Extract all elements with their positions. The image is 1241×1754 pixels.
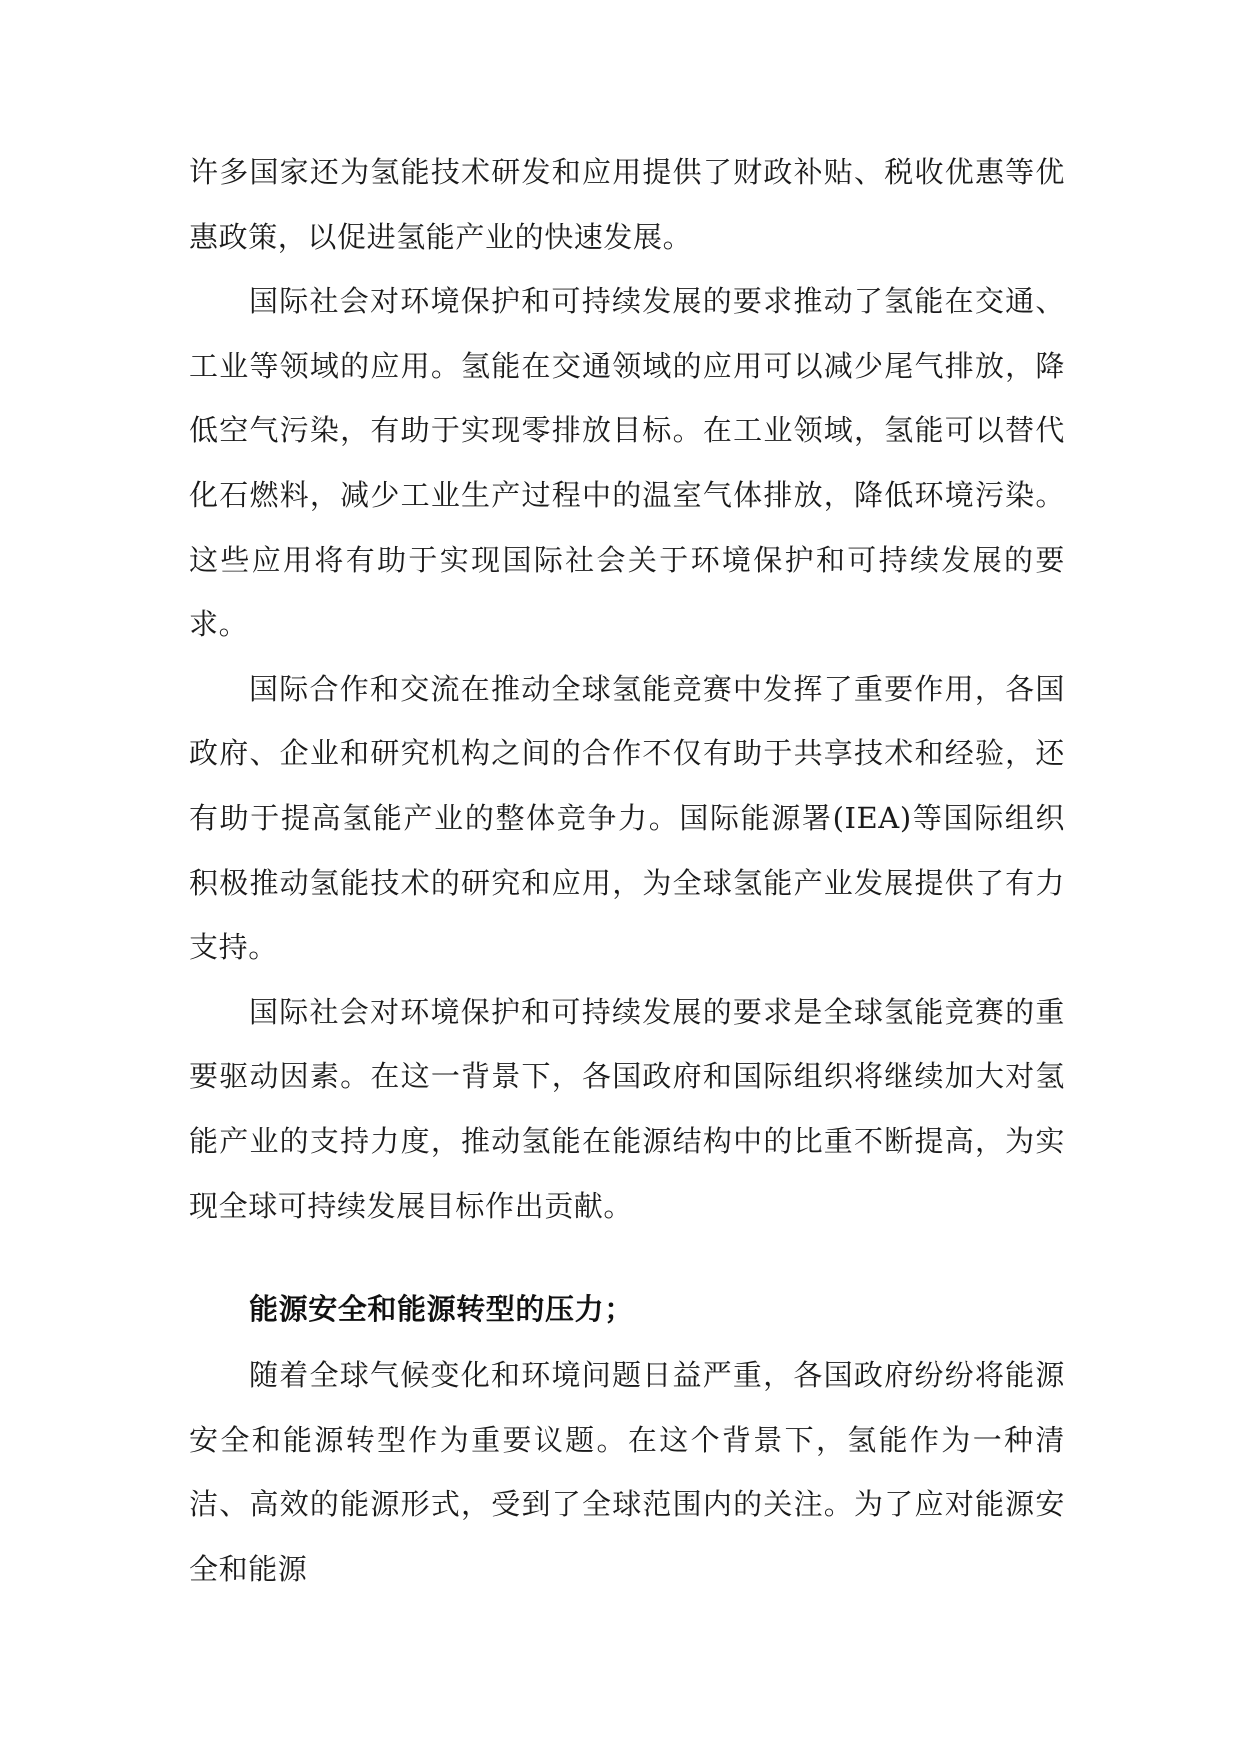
paragraph-continuation: 许多国家还为氢能技术研发和应用提供了财政补贴、税收优惠等优惠政策，以促进氢能产业的快速发展。 — [189, 155, 1065, 254]
paragraph-sustainability-driver: 国际社会对环境保护和可持续发展的要求是全球氢能竞赛的重要驱动因素。在这一背景下，各国政府和国际组织将继续加大对氢能产业的支持力度，推动氢能在能源结构中的比重不断提高，为实现全球可持续发展目标作出贡献。 — [189, 994, 1065, 1223]
section-heading: 能源安全和能源转型的压力； — [249, 1292, 634, 1327]
document-body — [189, 140, 1065, 1601]
paragraph-energy-security: 随着全球气候变化和环境问题日益严重，各国政府纷纷将能源安全和能源转型作为重要议题。在这个背景下，氢能作为一种清洁、高效的能源形式，受到了全球范围内的关注。为了应对能源安全和能源 — [189, 1358, 1065, 1586]
paragraph-international-cooperation: 国际合作和交流在推动全球氢能竞赛中发挥了重要作用，各国政府、企业和研究机构之间的合作不仅有助于共享技术和经验，还有助于提高氢能产业的整体竞争力。国际能源署(IEA)等国际组织积极推动氢能技术的研究和应用，为全球氢能产业发展提供了有力支持。 — [189, 671, 1065, 965]
paragraph-environment-requirements: 国际社会对环境保护和可持续发展的要求推动了氢能在交通、工业等领域的应用。氢能在交通领域的应用可以减少尾气排放，降低空气污染，有助于实现零排放目标。在工业领域，氢能可以替代化石燃料，减少工业生产过程中的温室气体排放，降低环境污染。这些应用将有助于实现国际社会关于环境保护和可持续发展的要求。 — [189, 284, 1065, 642]
